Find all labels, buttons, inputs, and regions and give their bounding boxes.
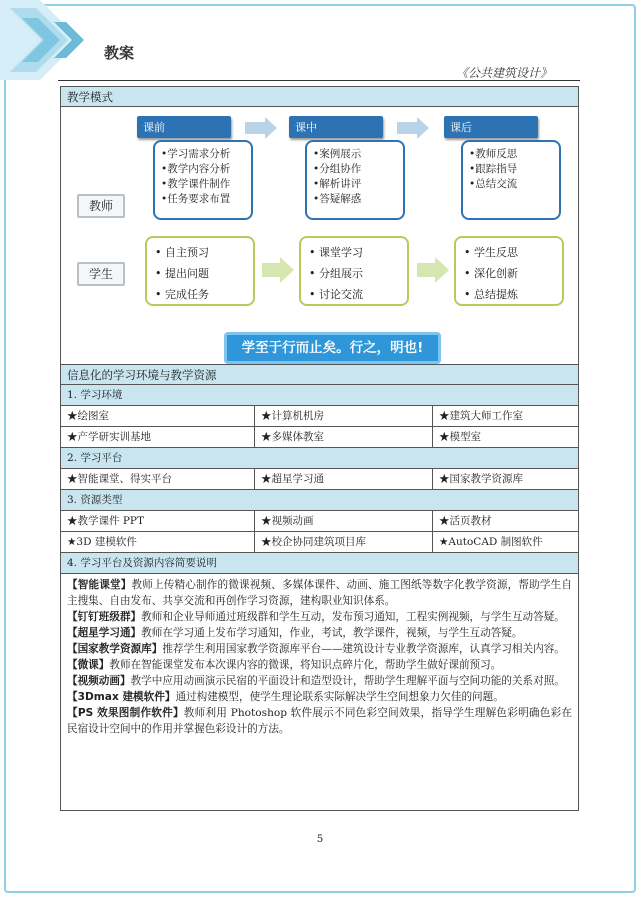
arrow-right-icon [397,117,431,139]
resources-heading: 信息化的学习环境与教学资源 [61,365,578,385]
environment-heading: 1. 学习环境 [67,389,123,401]
description-item [67,577,572,609]
table-row [61,427,578,448]
table-cell: ★3D 建模软件 [61,532,255,552]
page-title: 教案 [104,44,135,62]
arrow-right-icon [245,117,279,139]
student-item: • 提出问题 [155,267,209,280]
description-item [67,609,572,625]
student-item: • 分组展示 [309,267,363,280]
description-item [67,689,572,705]
teacher-item: •跟踪指导 [469,163,518,175]
table-cell: ★教学课件 PPT [61,511,255,531]
teacher-item: •解析讲评 [313,178,362,190]
student-item: • 完成任务 [155,288,209,301]
teacher-box-after [461,140,561,220]
phase-after-class: 课后 [444,116,538,138]
table-cell: ★智能课堂、得实平台 [61,469,255,489]
teaching-mode-heading: 教学模式 [61,87,578,107]
teacher-item: •教学课件制作 [161,178,231,190]
descriptions-heading: 4. 学习平台及资源内容简要说明 [67,557,217,569]
description-text: 教师和企业导师通过班级群和学生互动，发布预习通知，工程实例视频，与学生互动答疑。 [141,611,565,623]
platform-heading-row [61,448,578,469]
page-number: 5 [316,834,324,845]
table-row [61,532,578,553]
teacher-item: •教师反思 [469,148,518,160]
description-term: 【PS 效果图制作软件】 [67,707,184,719]
description-term: 【微课】 [67,659,110,671]
description-text: 通过构建模型，使学生理论联系实际解决学生空间想象力欠佳的问题。 [175,691,504,703]
description-text: 教师上传精心制作的微课视频、多媒体课件、动画、施工图纸等数字化教学资源，帮助学生自主搜集、自由发布、共享交流和再创作学习资源，建构职业知识体系。 [67,579,573,607]
teacher-item: •学习需求分析 [161,148,231,160]
table-cell: ★活页教材 [439,515,492,527]
page-header [0,0,640,80]
teacher-box-in [305,140,405,220]
slogan-banner: 学至于行而止矣。行之，明也! [224,332,441,364]
types-heading: 3. 资源类型 [67,494,123,506]
teacher-box-before [153,140,253,220]
teacher-item: •案例展示 [313,148,362,160]
types-heading-row [61,490,578,511]
table-cell: ★建筑大师工作室 [439,410,523,422]
description-text: 教学中应用动画演示民宿的平面设计和造型设计，帮助学生理解平面与空间功能的关系对照。 [130,675,565,687]
description-item [67,625,572,641]
description-item [67,705,572,737]
description-text: 教师在学习通上发布学习通知，作业，考试，教学课件，视频，与学生互动答疑。 [141,627,523,639]
course-name: 《公共建筑设计》 [455,66,552,80]
table-cell: ★模型室 [439,431,481,443]
description-term: 【视频动画】 [67,675,131,687]
description-text: 推荐学生利用国家教学资源库平台——建筑设计专业教学资源库，认真学习相关内容。 [162,643,565,655]
description-term: 【钉钉班级群】 [67,611,142,623]
student-item: • 讨论交流 [309,288,363,301]
description-item [67,657,572,673]
student-box-in [299,236,409,306]
phase-in-class: 课中 [289,116,383,138]
arrow-right-icon [417,257,451,283]
resources-section [60,364,579,811]
table-cell: ★校企协同建筑项目库 [255,532,433,552]
description-text: 教师利用 Photoshop 软件展示不同色彩空间效果，指导学生理解色彩明确色彩在民宿设计空间中的作用并掌握色彩设计的方法。 [67,707,572,735]
header-rule [58,80,580,81]
student-box-after [454,236,564,306]
description-term: 【智能课堂】 [67,579,132,591]
environment-heading-row [61,385,578,406]
student-role-label: 学生 [77,262,125,286]
table-row [61,469,578,490]
description-term: 【超星学习通】 [67,627,142,639]
phase-before-class: 课前 [137,116,231,138]
descriptions-body [61,574,578,737]
table-row [61,511,578,532]
table-cell: ★视频动画 [255,511,433,531]
teacher-item: •教学内容分析 [161,163,231,175]
student-item: • 课堂学习 [309,246,363,259]
table-cell: ★AutoCAD 制图软件 [439,536,543,548]
description-term: 【3Dmax 建模软件】 [67,691,176,703]
student-item: • 学生反思 [464,246,518,259]
table-cell: ★产学研实训基地 [61,427,255,447]
description-text: 教师在智能课堂发布本次课内容的微课，将知识点碎片化，帮助学生做好课前预习。 [109,659,502,671]
description-term: 【国家教学资源库】 [67,643,163,655]
table-row [61,406,578,427]
description-item [67,641,572,657]
table-cell: ★超星学习通 [255,469,433,489]
teacher-item: •分组协作 [313,163,362,175]
teacher-role-label: 教师 [77,194,125,218]
student-item: • 总结提炼 [464,288,518,301]
header-chevron-icon [0,0,110,80]
teaching-mode-section [60,86,579,365]
teacher-item: •总结交流 [469,178,518,190]
teacher-item: •任务要求布置 [161,193,231,205]
table-cell: ★国家教学资源库 [439,473,523,485]
student-box-before [145,236,255,306]
table-cell: ★多媒体教室 [255,427,433,447]
student-item: • 自主预习 [155,246,209,259]
descriptions-heading-row [61,553,578,574]
arrow-right-icon [262,257,296,283]
table-cell: ★计算机机房 [255,406,433,426]
student-item: • 深化创新 [464,267,518,280]
table-cell: ★绘图室 [61,406,255,426]
platform-heading: 2. 学习平台 [67,452,123,464]
teaching-mode-diagram [61,107,578,364]
description-item [67,673,572,689]
teacher-item: •答疑解惑 [313,193,362,205]
